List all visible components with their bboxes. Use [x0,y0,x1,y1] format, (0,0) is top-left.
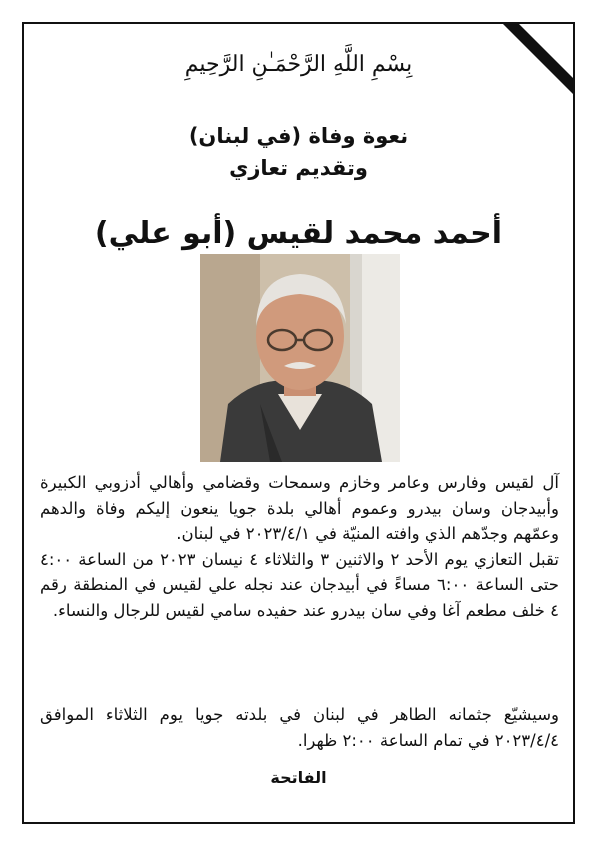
headline-title: نعوة وفاة (في لبنان) [188,124,409,148]
deceased-photo [200,254,400,462]
deceased-name: أحمد محمد لقيس (أبو علي) [94,216,503,251]
headline-subtitle: وتقديم تعازي [229,156,368,180]
condolence-paragraph: تقبل التعازي يوم الأحد ٢ والاثنين ٣ والثلاثاء ٤ نيسان ٢٠٢٣ من الساعة ٤:٠٠ حتى الساعة ٦:٠٠ مساءً في أبيدجان عند نجله علي لقيس في المنطقة رقم ٤ خلف مطعم آغا وفي سان بيدرو عند حفيده سامي لقيس للرجال والنساء. [40,549,559,620]
announcement-body [40,470,559,623]
closing-fatiha: الفاتحة [270,768,327,787]
announcement-paragraph: آل لقيس وفارس وعامر وخازم وسمحات وقضامي وأهالي أدزوبي الكبيرة وأبيدجان وسان بيدرو وعموم أهالي بلدة جويا ينعون إليكم وفاة والدهم وعمّهم وجدّهم الذي وافته المنيّة في ٢٠٢٣/٤/١ في لبنان. [40,473,559,543]
notice-frame [22,22,575,824]
burial-paragraph: وسيشيّع جثمانه الطاهر في لبنان في بلدته جويا يوم الثلاثاء الموافق ٢٠٢٣/٤/٤ في تمام الساعة ٢:٠٠ ظهرا. [40,705,559,750]
basmala: بِسْمِ اللَّهِ الرَّحْمَـٰنِ الرَّحِيمِ [184,52,413,77]
burial-section [40,702,559,753]
